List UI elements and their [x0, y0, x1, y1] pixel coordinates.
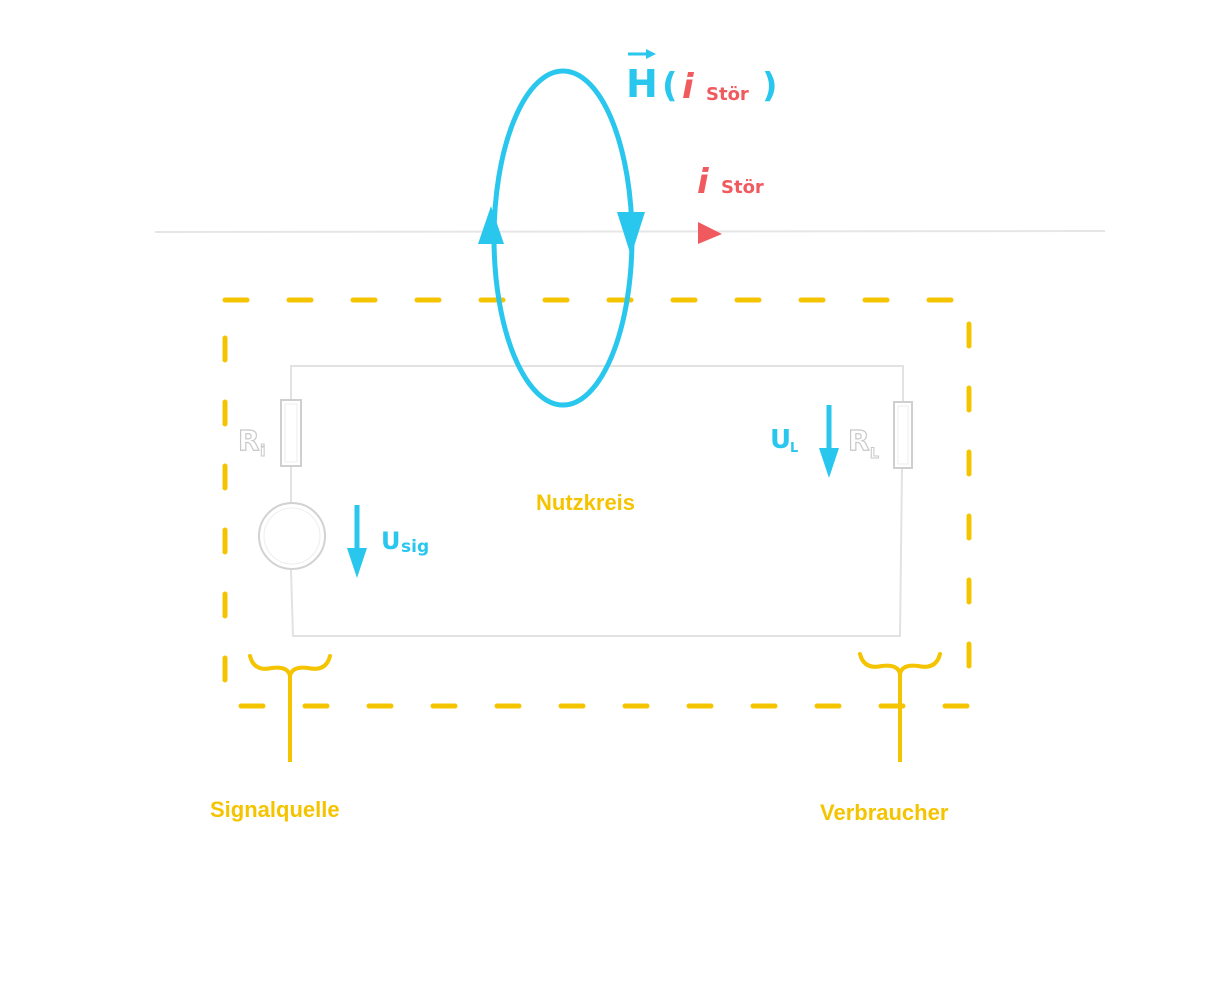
ri-sub: i	[260, 441, 266, 460]
rl-sub: L	[870, 446, 879, 462]
ri-main: R	[238, 424, 260, 457]
brace-icon	[250, 656, 330, 676]
i-stoer-subscript: Stör	[721, 177, 764, 198]
usig-label	[381, 527, 429, 557]
arrow-down-icon	[617, 212, 645, 256]
nutzkreis-label: Nutzkreis	[536, 490, 636, 515]
signalquelle-label: Signalquelle	[210, 797, 340, 822]
field-paren-open: (	[662, 66, 678, 106]
usig-sub: sig	[401, 537, 430, 557]
resistor-icon	[894, 402, 912, 468]
verbraucher-label: Verbraucher	[820, 800, 949, 825]
disturbance-current-label	[697, 162, 764, 202]
ul-arrow	[819, 405, 839, 478]
field-vector-symbol: H	[626, 62, 658, 106]
ul-sub: L	[790, 441, 799, 456]
usig-arrow	[347, 505, 367, 578]
rl-main: R	[848, 424, 870, 457]
field-loop-icon	[494, 71, 632, 405]
field-stoer-subscript: Stör	[706, 84, 749, 105]
field-i-symbol: i	[682, 67, 694, 107]
ul-main: U	[770, 425, 792, 455]
ul-label	[770, 425, 798, 456]
field-label	[626, 49, 778, 107]
arrow-right-icon	[698, 222, 722, 244]
resistor-icon	[281, 400, 301, 466]
usig-main: U	[381, 527, 401, 555]
voltage-source-icon	[259, 503, 325, 569]
brace-icon	[860, 654, 940, 674]
field-paren-close: )	[762, 66, 778, 106]
ri-label	[238, 424, 265, 460]
i-stoer-symbol: i	[697, 162, 709, 202]
rl-label	[848, 424, 879, 462]
arrow-up-icon	[478, 206, 504, 244]
